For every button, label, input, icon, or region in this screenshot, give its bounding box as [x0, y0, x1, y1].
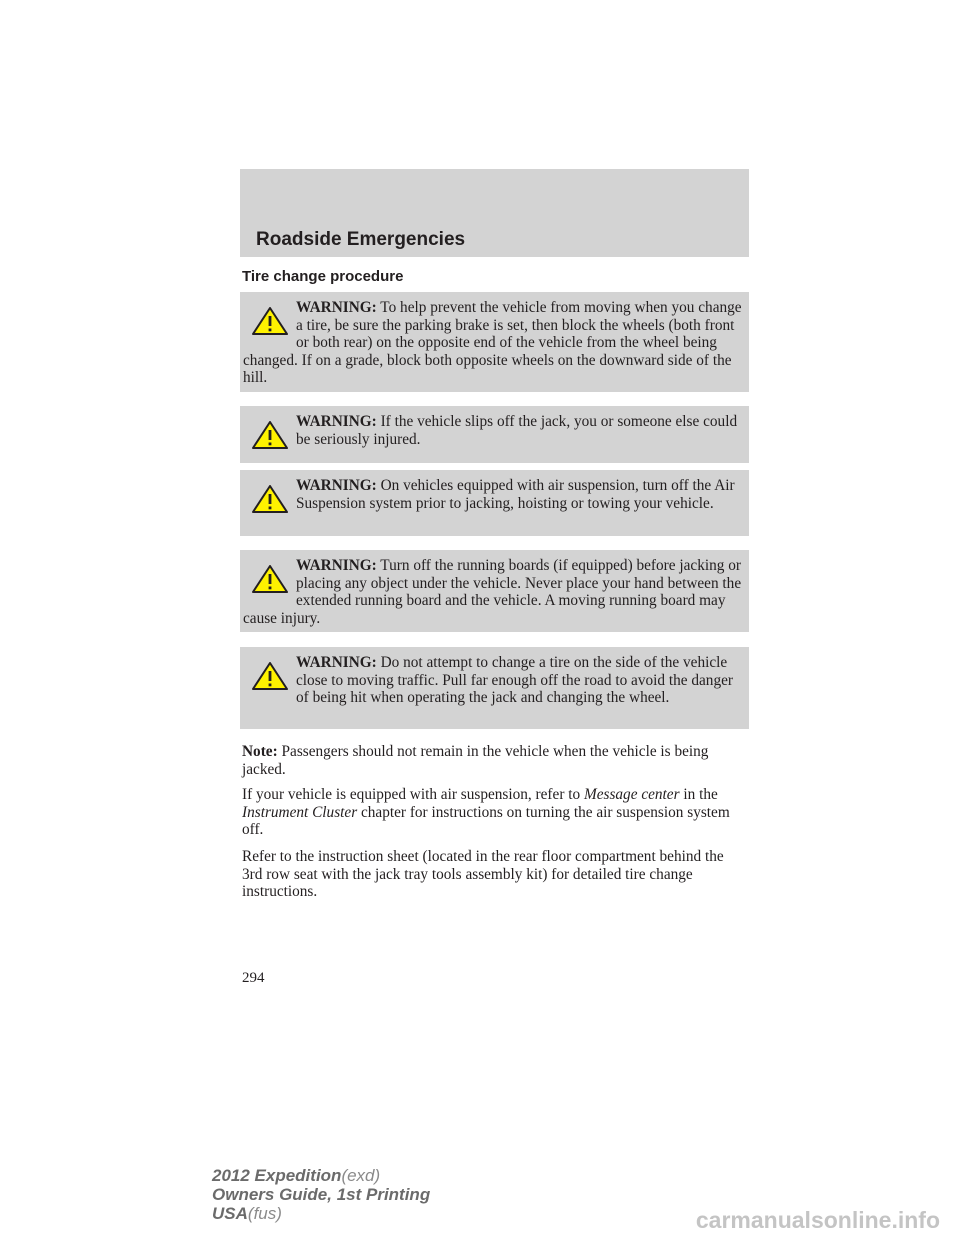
footer-model: 2012 Expedition — [212, 1166, 342, 1185]
paragraph-text: chapter for instructions on turning the air suspension system off. — [242, 803, 730, 839]
warning-text: To help prevent the vehicle from moving when you change a tire, be sure the parking brake is set, then block the wheels (both front or both rear) on the opposite end of the vehicle from the wheel being changed. If on a grade, block both opposite wheels on the downward side of the hill. — [243, 299, 742, 387]
warning-triangle-icon — [251, 484, 289, 514]
warning-text: Turn off the running boards (if equipped) before jacking or placing any object under the vehicle. Never place your hand between the extended running board and the vehicle. A moving running board may cause injury. — [243, 557, 742, 627]
warning-text: On vehicles equipped with air suspension, turn off the Air Suspension system prior to jacking, hoisting or towing your vehicle. — [296, 477, 735, 512]
warning-text: If the vehicle slips off the jack, you or someone else could be seriously injured. — [296, 413, 738, 448]
instrument-cluster-reference: Instrument Cluster — [242, 803, 358, 821]
warning-box — [240, 470, 749, 536]
footer-market-code: (fus) — [247, 1204, 282, 1223]
footer-model-code: (exd) — [341, 1166, 381, 1185]
warning-label: WARNING: — [296, 413, 377, 430]
footer-guide: Owners Guide, 1st Printing — [212, 1185, 431, 1204]
note-text: Passengers should not remain in the vehicle when the vehicle is being jacked. — [242, 743, 709, 778]
procedure-title: Tire change procedure — [242, 268, 404, 285]
warning-label: WARNING: — [296, 654, 377, 671]
warning-label: WARNING: — [296, 477, 377, 494]
warning-text: Do not attempt to change a tire on the side of the vehicle close to moving traffic. Pull far enough off the road to avoid the danger of being hit when operating the jack and changing the wheel. — [296, 654, 733, 707]
warning-triangle-icon — [251, 564, 289, 594]
footer-market: USA — [212, 1204, 248, 1223]
watermark: carmanualsonline.info — [695, 1207, 940, 1233]
note-paragraph — [242, 743, 747, 778]
air-suspension-paragraph — [242, 786, 747, 839]
warning-box — [240, 647, 749, 729]
paragraph-text: If your vehicle is equipped with air suspension, refer to — [242, 786, 581, 803]
print-footer — [212, 1166, 430, 1223]
page-number: 294 — [242, 970, 265, 986]
warning-triangle-icon — [251, 420, 289, 450]
warning-box — [240, 292, 749, 392]
warning-box — [240, 550, 749, 632]
section-title: Roadside Emergencies — [256, 229, 466, 250]
warning-box — [240, 406, 749, 463]
note-label: Note: — [242, 743, 278, 760]
warning-label: WARNING: — [296, 299, 377, 316]
warning-label: WARNING: — [296, 557, 377, 574]
message-center-reference: Message center — [583, 786, 680, 803]
instruction-paragraph: Refer to the instruction sheet (located in the rear floor compartment behind the 3rd row seat with the jack tray tools assembly kit) for detailed tire change instructions. — [242, 848, 724, 901]
warning-triangle-icon — [251, 306, 289, 336]
paragraph-text: in the — [683, 786, 718, 803]
section-header — [240, 169, 749, 257]
warning-triangle-icon — [251, 661, 289, 691]
